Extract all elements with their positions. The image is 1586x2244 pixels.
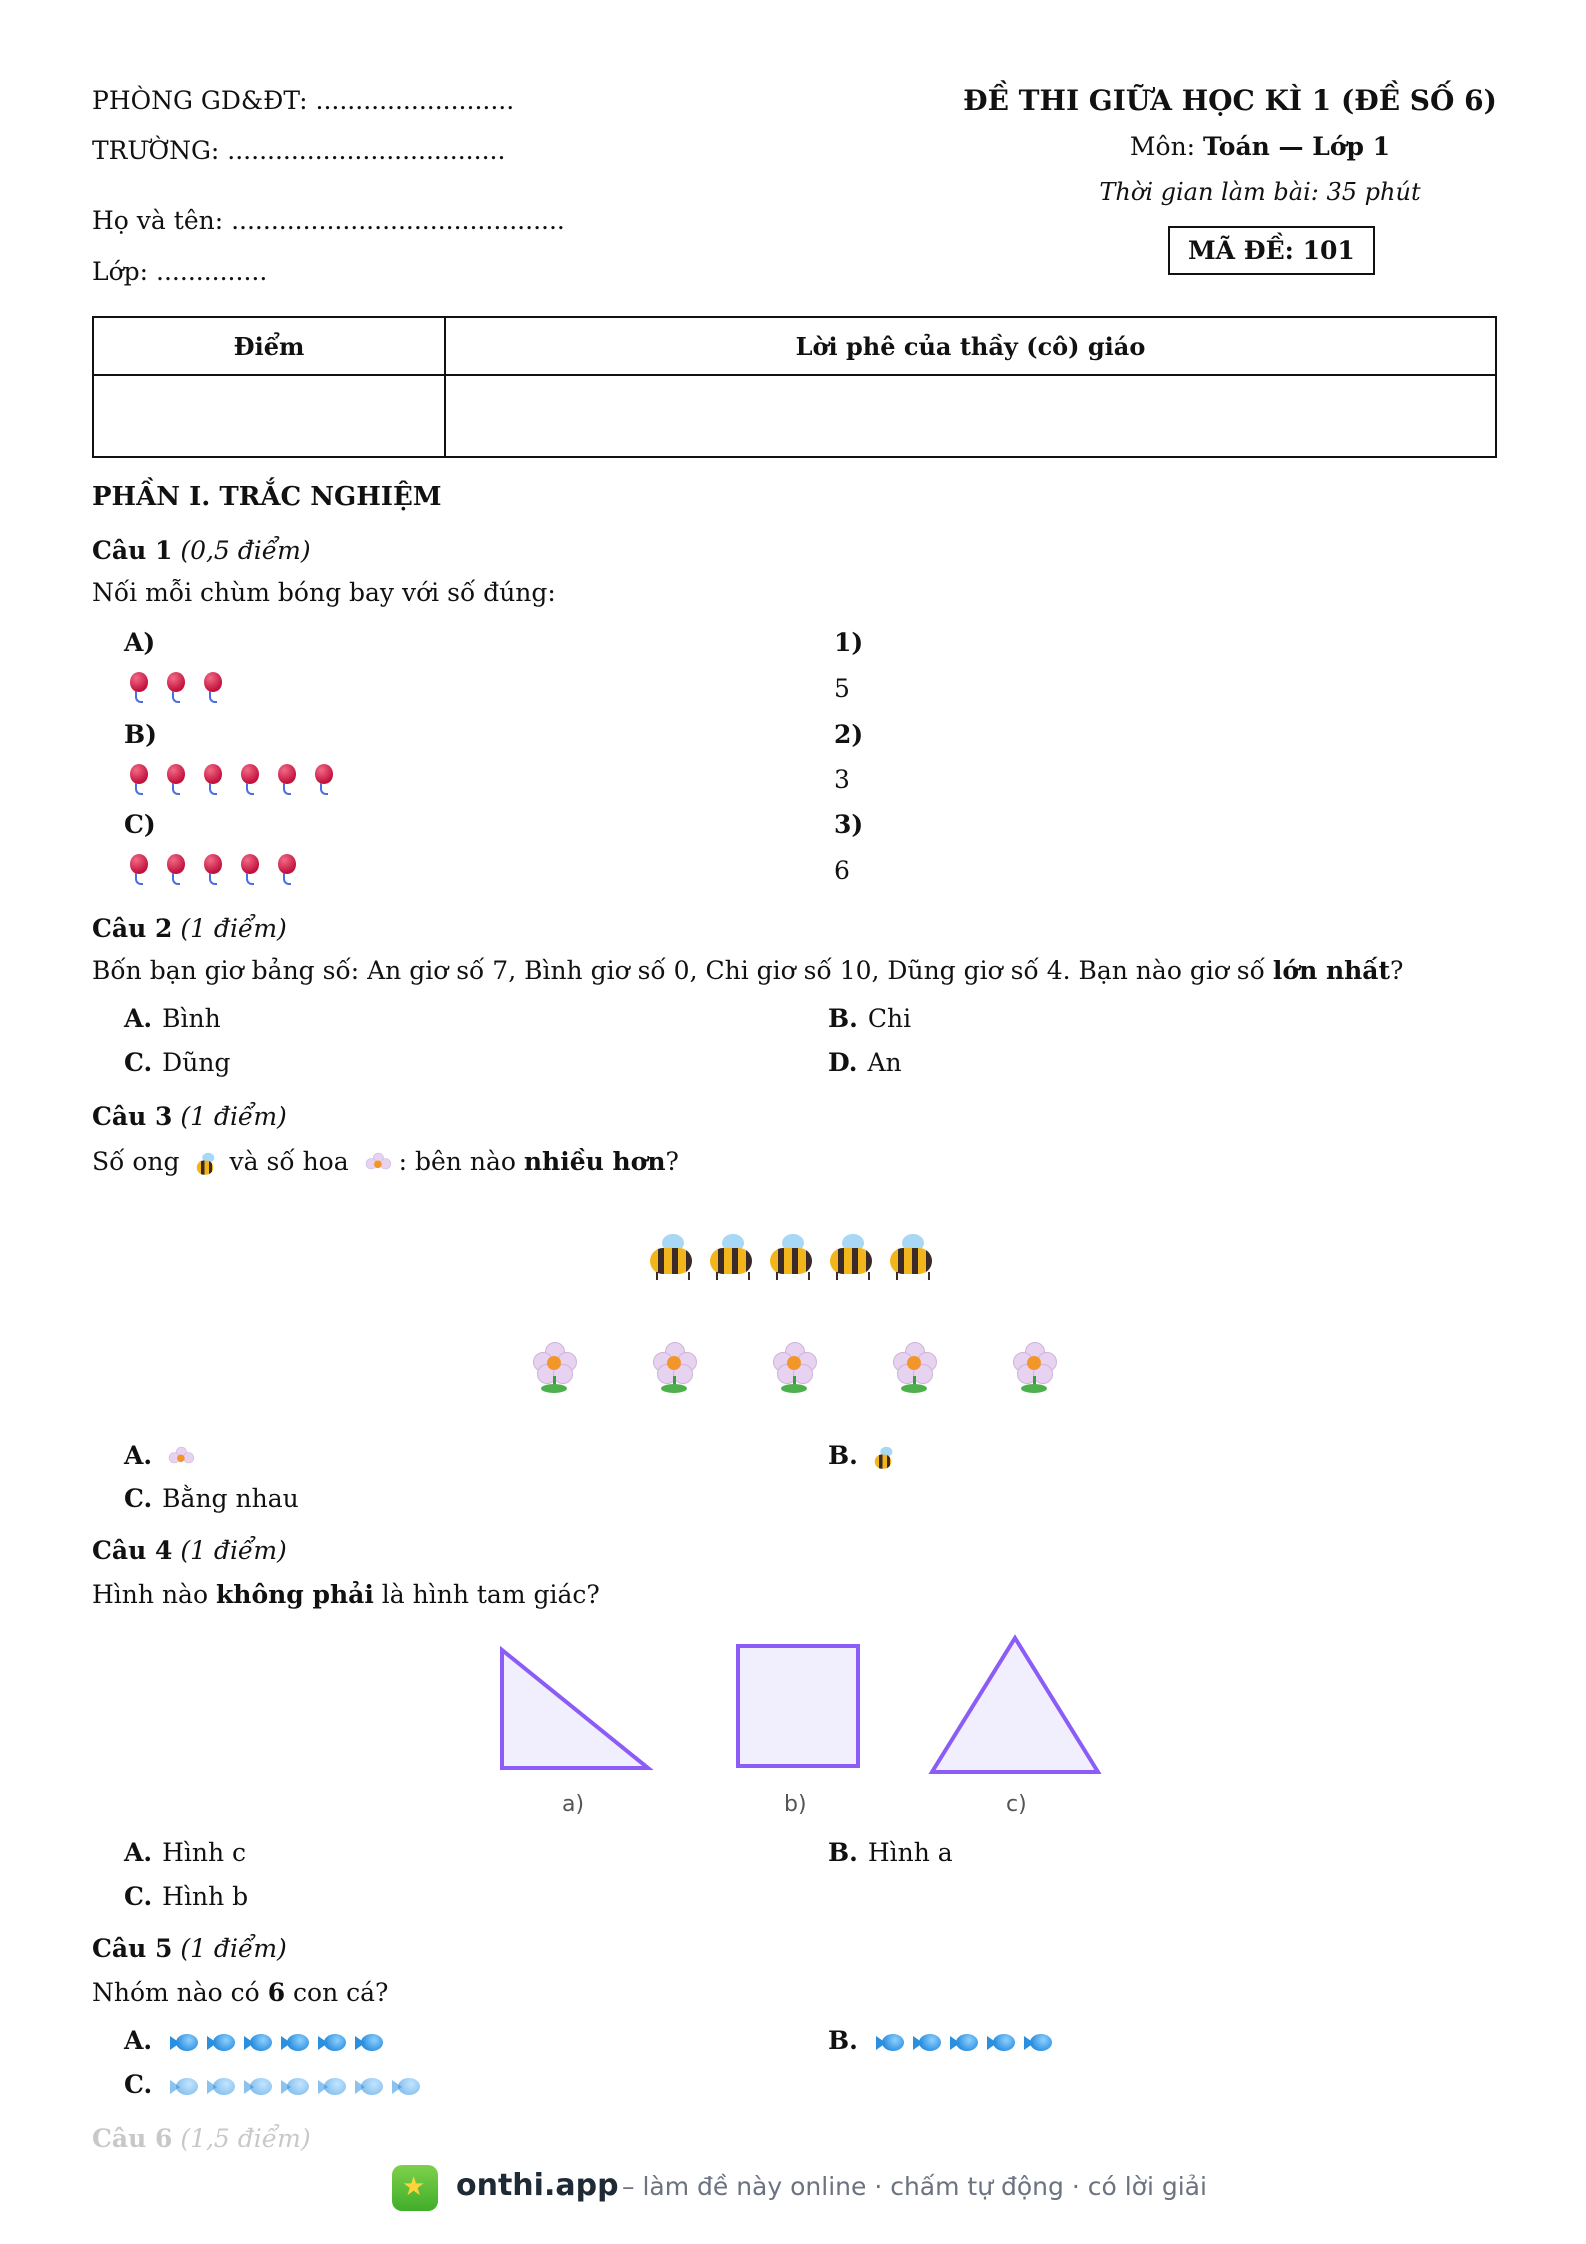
q3-heading [92, 1102, 287, 1131]
q4-text-a: Hình nào [92, 1580, 216, 1609]
q1-points: (0,5 điểm) [180, 536, 311, 565]
exam-code-box: MÃ ĐỀ: 101 [1168, 226, 1375, 275]
flower-icon [365, 1153, 382, 1170]
dept-field: PHÒNG GD&ĐT: ......................... [92, 86, 515, 115]
q4-text [92, 1580, 600, 1609]
bee-icon [646, 1234, 696, 1280]
balloon-icon [202, 672, 224, 698]
balloon-icon [202, 764, 224, 790]
q5-option-c[interactable] [124, 2070, 429, 2099]
balloon-icon [165, 764, 187, 790]
fish-icon [170, 2075, 200, 2099]
q2-option-a[interactable] [124, 1004, 221, 1033]
q4-label: Câu 4 [92, 1536, 173, 1565]
exam-title: ĐỀ THI GIỮA HỌC KÌ 1 (ĐỀ SỐ 6) [963, 84, 1497, 117]
grade-header-score: Điểm [93, 317, 445, 375]
q4-points: (1 điểm) [180, 1536, 287, 1565]
q2-option-a-text: Bình [162, 1004, 221, 1033]
q5-text [92, 1978, 388, 2007]
balloon-icon [165, 854, 187, 880]
balloon-icon [276, 854, 298, 880]
q2-heading [92, 914, 287, 943]
q3-option-c[interactable] [124, 1484, 299, 1513]
q5-option-b-key: B. [828, 2026, 858, 2055]
q1-right-label-3: 3) [834, 810, 864, 839]
balloon-icon [202, 854, 224, 880]
q2-text [92, 956, 1512, 985]
fish-icon [281, 2075, 311, 2099]
q1-balloons-b[interactable] [128, 764, 350, 794]
bee-icon [706, 1234, 756, 1280]
exam-time: Thời gian làm bài: 35 phút [1099, 178, 1421, 206]
q1-text: Nối mỗi chùm bóng bay với số đúng: [92, 578, 556, 607]
q2-option-c[interactable] [124, 1048, 230, 1077]
q4-option-a[interactable] [124, 1838, 246, 1867]
q1-left-label-a: A) [124, 628, 156, 657]
flower-icon [1012, 1342, 1056, 1396]
fish-icon [1024, 2031, 1054, 2055]
q1-right-value-1[interactable]: 5 [834, 674, 850, 703]
q1-right-value-2[interactable]: 3 [834, 765, 850, 794]
q5-text-a: Nhóm nào có [92, 1978, 268, 2007]
flower-icon [652, 1342, 696, 1396]
fish-icon [244, 2031, 274, 2055]
shape-label-a: a) [562, 1792, 585, 1817]
q5-option-b[interactable] [828, 2026, 1061, 2055]
q3-option-b[interactable] [828, 1440, 898, 1470]
footer-banner[interactable] [0, 2150, 1586, 2244]
balloon-icon [276, 764, 298, 790]
q6-heading [92, 2124, 311, 2153]
q4-text-b: là hình tam giác? [373, 1580, 600, 1609]
fish-icon [244, 2075, 274, 2099]
q3-option-b-key: B. [828, 1440, 858, 1470]
bee-icon [196, 1153, 213, 1170]
fish-icon [170, 2031, 200, 2055]
class-field: Lớp: .............. [92, 257, 268, 286]
q4-option-c[interactable] [124, 1882, 248, 1911]
q3-option-a-key: A. [124, 1440, 153, 1470]
q5-heading [92, 1934, 287, 1963]
balloon-icon [128, 854, 150, 880]
score-cell[interactable] [93, 375, 445, 457]
fish-icon [950, 2031, 980, 2055]
q2-option-d[interactable] [828, 1048, 902, 1077]
q2-text-main: Bốn bạn giơ bảng số: An giơ số 7, Bình giơ số 0, Chi giơ số 10, Dũng giơ số 4. Bạn nào giơ số [92, 956, 1273, 985]
fish-icon [318, 2031, 348, 2055]
shape-label-b: b) [784, 1792, 807, 1817]
balloon-icon [165, 672, 187, 698]
q1-balloons-c[interactable] [128, 854, 313, 884]
q1-right-label-1: 1) [834, 628, 864, 657]
q3-label: Câu 3 [92, 1102, 173, 1131]
q4-option-b[interactable] [828, 1838, 953, 1867]
right-triangle-shape[interactable] [502, 1650, 648, 1768]
bee-icon [886, 1234, 936, 1280]
q3-text-bold: nhiều hơn [523, 1146, 666, 1176]
q1-heading [92, 536, 311, 565]
balloon-icon [239, 764, 261, 790]
subject-name: Toán — Lớp 1 [1203, 132, 1391, 161]
q3-text-end: ? [665, 1146, 679, 1176]
footer-tagline: – làm đề này online · chấm tự động · có lời giải [622, 2172, 1207, 2201]
q2-option-d-text: An [867, 1048, 902, 1077]
q5-option-a-key: A. [124, 2026, 153, 2055]
fish-icon [355, 2031, 385, 2055]
square-shape[interactable] [738, 1646, 858, 1766]
section-title: PHẦN I. TRẮC NGHIỆM [92, 482, 442, 512]
q4-option-b-key: B. [828, 1838, 858, 1867]
flower-icon [772, 1342, 816, 1396]
bee-icon [826, 1234, 876, 1280]
balloon-icon [313, 764, 335, 790]
q1-balloons-a[interactable] [128, 672, 239, 702]
shape-label-c: c) [1006, 1792, 1027, 1817]
q5-text-b: con cá? [285, 1978, 389, 2007]
q4-heading [92, 1536, 287, 1565]
q2-text-bold: lớn nhất [1272, 956, 1391, 985]
fish-icon [281, 2031, 311, 2055]
q3-option-a[interactable] [124, 1440, 192, 1470]
q1-right-value-3[interactable]: 6 [834, 856, 850, 885]
q4-option-a-key: A. [124, 1838, 153, 1867]
q2-option-c-text: Dũng [162, 1048, 231, 1077]
q2-option-b[interactable] [828, 1004, 911, 1033]
q3-text-b: và số hoa [229, 1146, 349, 1176]
q2-option-a-key: A. [124, 1004, 153, 1033]
student-name-field: Họ và tên: .......................................... [92, 206, 565, 235]
q2-option-d-key: D. [828, 1048, 858, 1077]
q1-right-label-2: 2) [834, 720, 864, 749]
q3-option-c-key: C. [124, 1484, 153, 1513]
q2-option-b-key: B. [828, 1004, 858, 1033]
comment-cell[interactable] [445, 375, 1496, 457]
flower-icon [532, 1342, 576, 1396]
grade-table [92, 316, 1497, 458]
q3-text-c: : bên nào [398, 1146, 524, 1176]
flower-icon [169, 1447, 186, 1464]
q3-text-a: Số ong [92, 1146, 180, 1176]
flower-row [532, 1342, 1056, 1396]
q5-option-a[interactable] [124, 2026, 392, 2055]
triangle-shape[interactable] [932, 1638, 1098, 1772]
q4-shapes [480, 1620, 1120, 1790]
grade-header-comment: Lời phê của thầy (cô) giáo [445, 317, 1496, 375]
subject-prefix: Môn: [1129, 132, 1204, 161]
q4-option-c-key: C. [124, 1882, 153, 1911]
fish-icon [355, 2075, 385, 2099]
onthi-logo-icon: ★ [392, 2165, 438, 2211]
q2-option-b-text: Chi [867, 1004, 912, 1033]
balloon-icon [239, 854, 261, 880]
bee-row [646, 1234, 936, 1280]
fish-icon [913, 2031, 943, 2055]
q4-option-a-text: Hình c [162, 1838, 247, 1867]
flower-icon [892, 1342, 936, 1396]
q4-option-b-text: Hình a [867, 1838, 953, 1867]
brand-name[interactable]: onthi.app [456, 2168, 619, 2203]
q6-label: Câu 6 [92, 2124, 173, 2153]
q4-text-bold: không phải [215, 1580, 374, 1609]
balloon-icon [128, 672, 150, 698]
q5-option-c-key: C. [124, 2070, 153, 2099]
bee-icon [766, 1234, 816, 1280]
q2-points: (1 điểm) [180, 914, 287, 943]
q3-option-c-text: Bằng nhau [162, 1484, 299, 1513]
q2-option-c-key: C. [124, 1048, 153, 1077]
q1-left-label-c: C) [124, 810, 156, 839]
fish-icon [392, 2075, 422, 2099]
fish-icon [207, 2031, 237, 2055]
q6-points: (1,5 điểm) [180, 2124, 311, 2153]
q3-text [92, 1146, 679, 1176]
fish-icon [207, 2075, 237, 2099]
balloon-icon [128, 764, 150, 790]
school-field: TRƯỜNG: ................................... [92, 136, 506, 165]
fish-icon [987, 2031, 1017, 2055]
q5-text-bold: 6 [267, 1978, 286, 2007]
q3-points: (1 điểm) [180, 1102, 287, 1131]
fish-icon [876, 2031, 906, 2055]
q4-option-c-text: Hình b [162, 1882, 249, 1911]
q1-label: Câu 1 [92, 536, 173, 565]
bee-icon [875, 1447, 892, 1464]
q5-label: Câu 5 [92, 1934, 173, 1963]
fish-icon [318, 2075, 348, 2099]
q2-text-end: ? [1390, 956, 1404, 985]
subject-line [1010, 132, 1510, 161]
q5-points: (1 điểm) [180, 1934, 287, 1963]
q1-left-label-b: B) [124, 720, 157, 749]
q2-label: Câu 2 [92, 914, 173, 943]
